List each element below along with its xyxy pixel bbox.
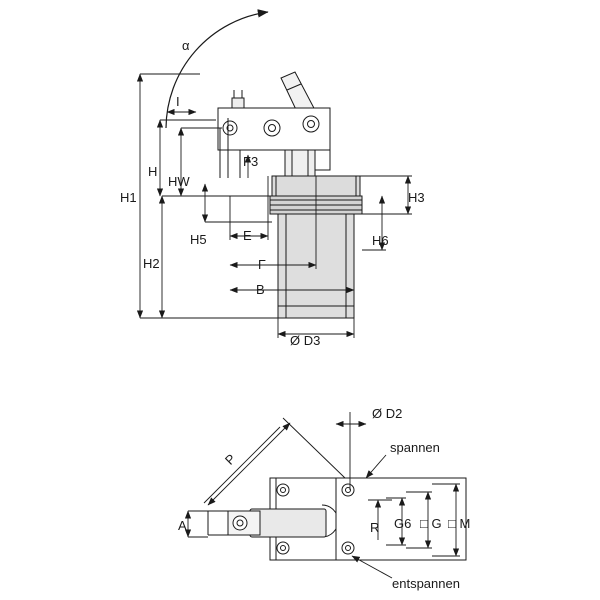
piston-rod xyxy=(285,150,315,176)
label-h: H xyxy=(148,164,158,179)
label-m: □ M xyxy=(448,516,471,531)
label-i: I xyxy=(176,94,180,109)
label-h2: H2 xyxy=(143,256,160,271)
label-e: E xyxy=(243,228,252,243)
label-h1: H1 xyxy=(120,190,137,205)
label-f3: F3 xyxy=(243,154,259,169)
label-hw: HW xyxy=(168,174,190,189)
label-h3: H3 xyxy=(408,190,425,205)
label-d2: Ø D2 xyxy=(372,406,403,421)
label-h5: H5 xyxy=(190,232,207,247)
label-d3: Ø D3 xyxy=(290,333,321,348)
label-g: □ G xyxy=(420,516,442,531)
label-alpha: α xyxy=(182,38,190,53)
label-h6: H6 xyxy=(372,233,389,248)
label-p: P xyxy=(221,451,239,468)
label-r: R xyxy=(370,520,380,535)
label-a: A xyxy=(178,518,187,533)
label-f: F xyxy=(258,257,266,272)
label-g6: G6 xyxy=(394,516,412,531)
label-b: B xyxy=(256,282,265,297)
label-spannen: spannen xyxy=(390,440,440,455)
label-entspannen: entspannen xyxy=(392,576,460,591)
